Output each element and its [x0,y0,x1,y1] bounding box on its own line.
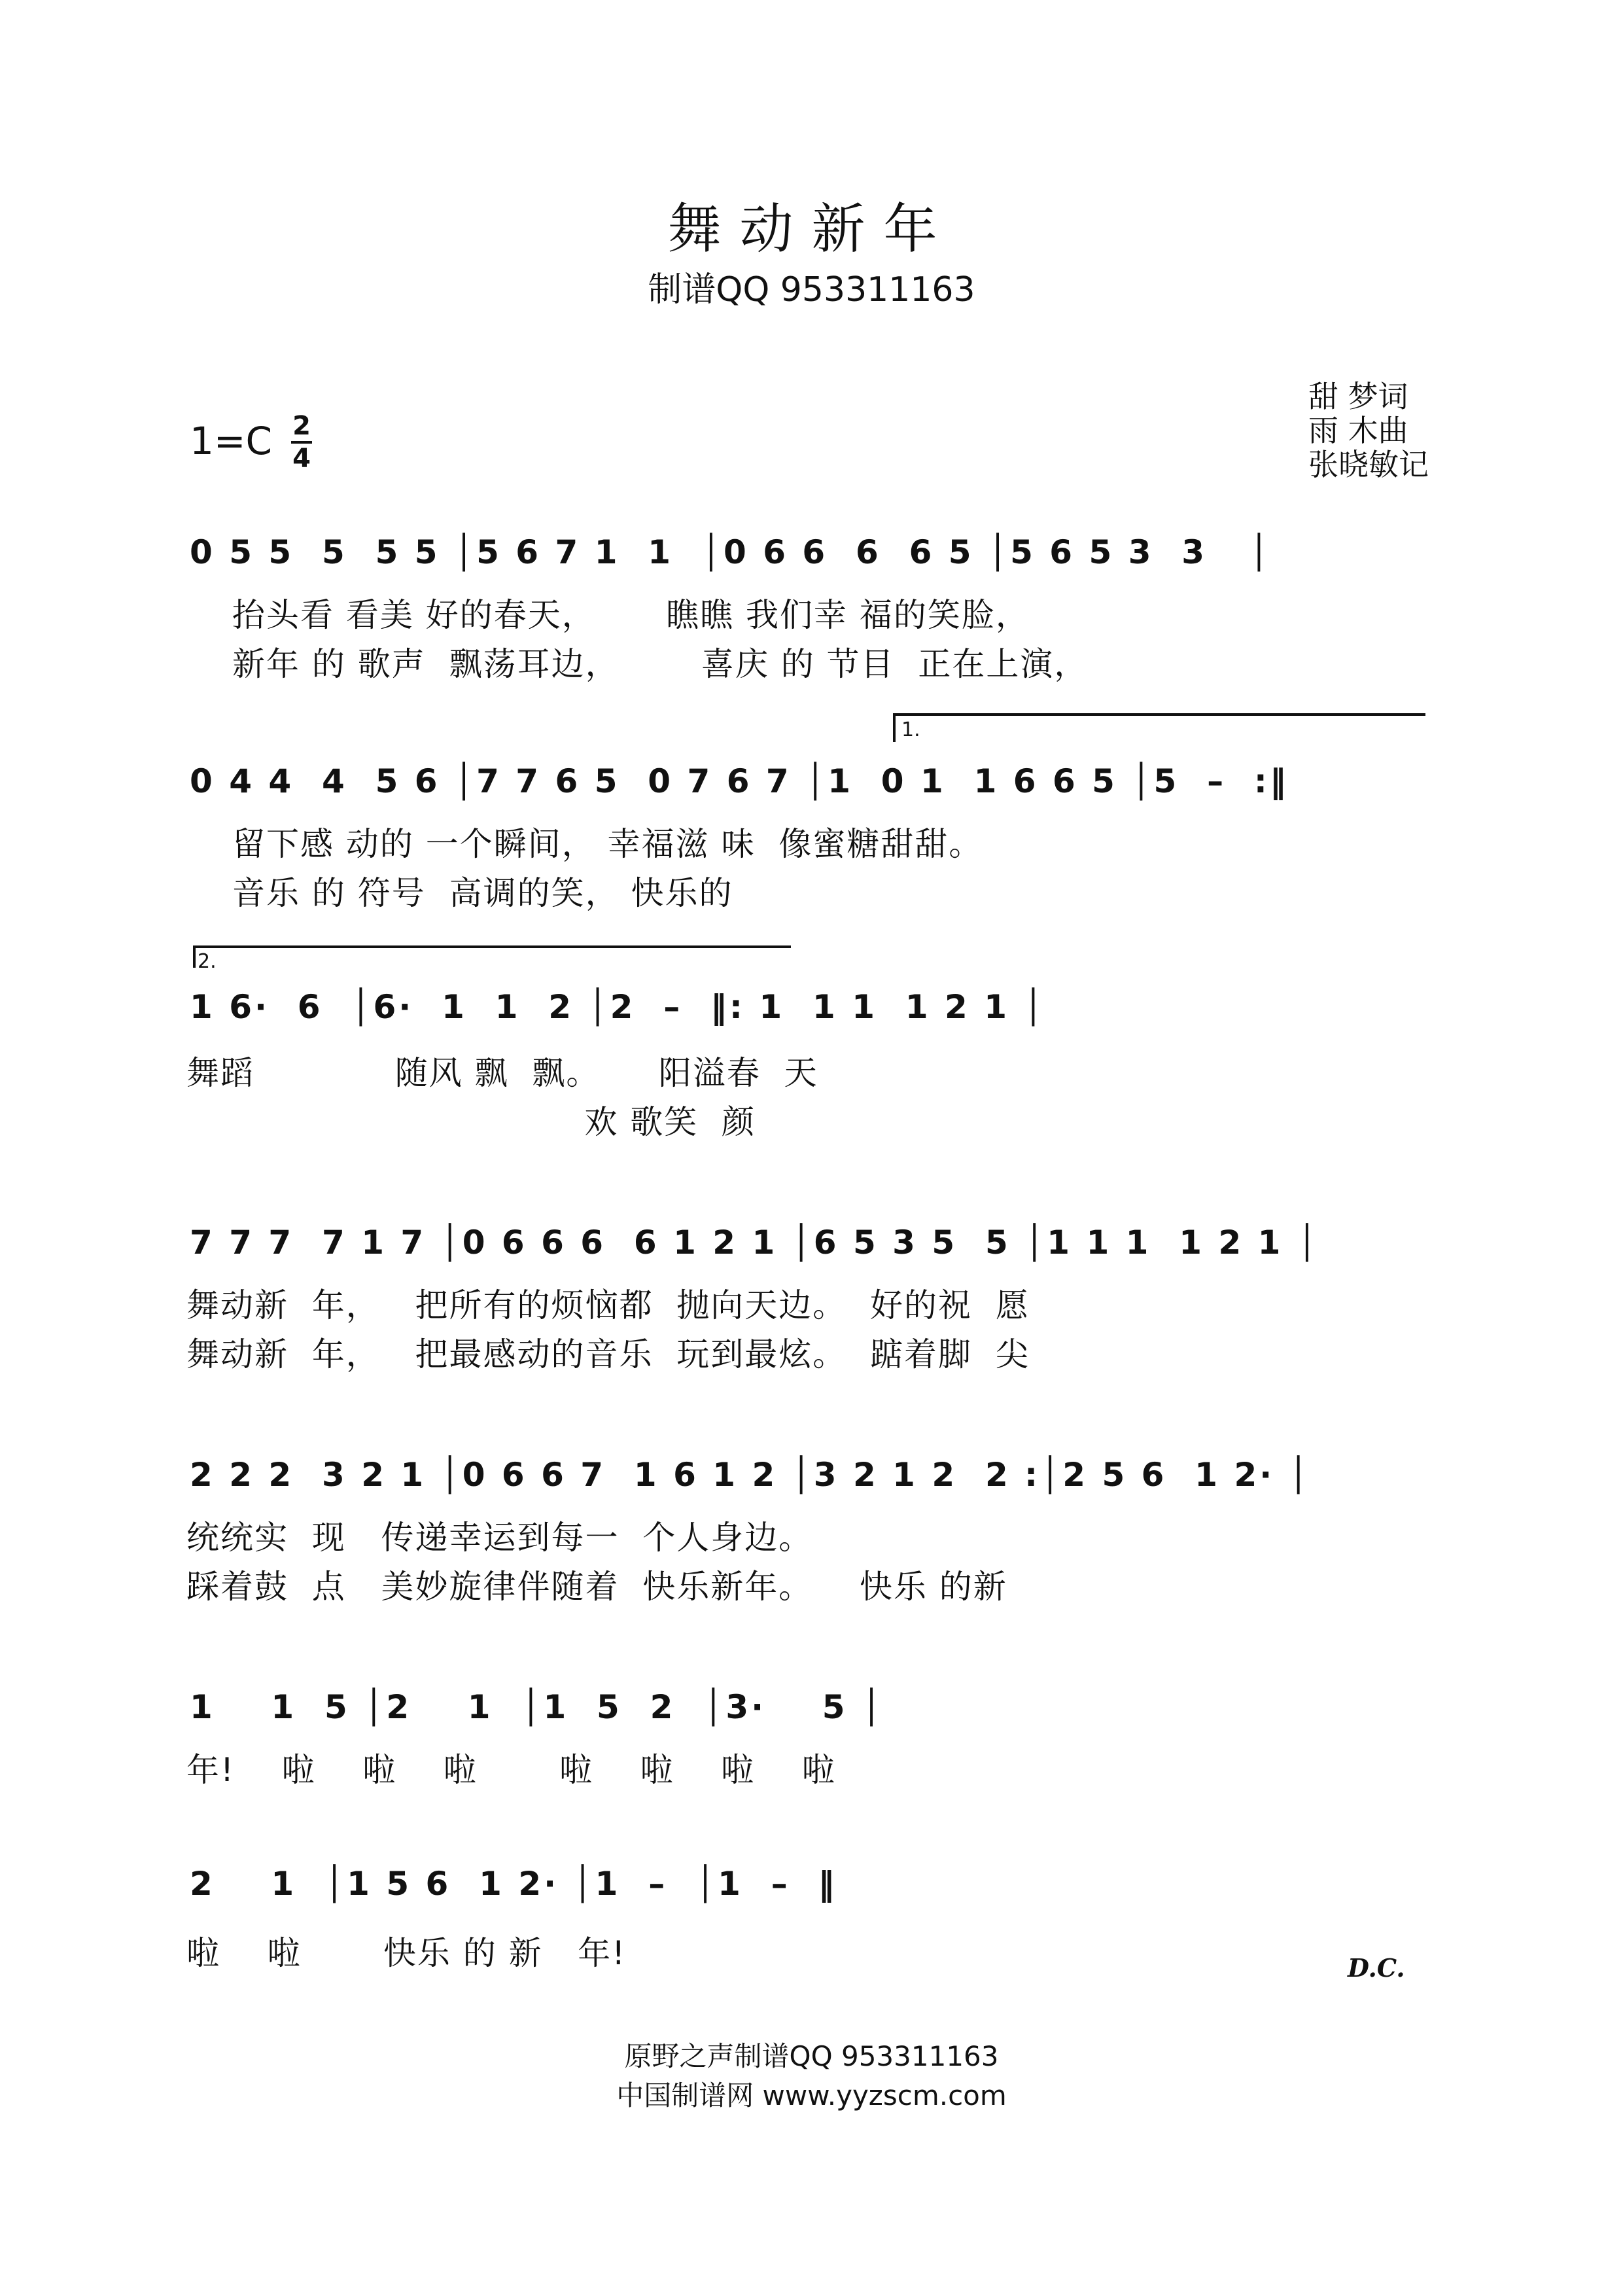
notation-system-5: 2 2 2 3 2 1 │0 6 6 7 1 6 1 2 │3 2 1 2 2 :│2 5 6 1 2· │ [190,1456,1311,1494]
notation-system-4: 7 7 7 7 1 7 │0 6 6 6 6 1 2 1 │6 5 3 5 5 │1 1 1 1 2 1 │ [190,1224,1319,1262]
notation-system-6: 1 1 5 │2 1 │1 5 2 │3· 5 │ [190,1688,884,1726]
lyrics-system-1-verse-1: 抬头看 看美 好的春天， 瞧瞧 我们幸 福的笑脸， [232,596,1030,634]
lyrics-system-5-verse-2: 踩着鼓 点 美妙旋律伴随着 快乐新年。 快乐 的新 [186,1568,1007,1606]
lyrics-system-3-verse-1: 舞蹈 随风 飘 飘。 阳溢春 天 [186,1054,818,1092]
lyricist-credit: 甜 梦词 [1308,379,1408,414]
lyrics-system-6: 年! 啦 啦 啦 啦 啦 啦 啦 [186,1751,836,1789]
time-signature-top: 2 [292,411,311,441]
volta-2-bracket [193,945,791,968]
subtitle: 制谱QQ 953311163 [648,270,975,309]
footer-line-2: 中国制谱网 www.yyzscm.com [616,2079,1007,2111]
footer-line-1: 原野之声制谱QQ 953311163 [624,2040,999,2072]
key-signature: 1=C [190,419,272,463]
lyrics-system-1-verse-2: 新年 的 歌声 飘荡耳边， 喜庆 的 节目 正在上演， [232,645,1089,683]
composer-credit: 雨 木曲 [1308,413,1408,448]
lyrics-system-7: 啦 啦 快乐 的 新 年! [186,1934,627,1972]
notation-system-3: 1 6· 6 │6· 1 1 2 │2 – ‖: 1 1 1 1 2 1 │ [190,988,1046,1026]
notation-system-7: 2 1 │1 5 6 1 2· │1 – │1 – ‖ [190,1865,837,1903]
time-signature-bottom: 4 [292,444,311,474]
lyrics-system-2-verse-2: 音乐 的 符号 高调的笑， 快乐的 [232,874,733,912]
lyrics-system-3-verse-2: 欢 歌笑 颜 [186,1103,756,1141]
song-title: 舞动新年 [667,198,956,260]
lyrics-system-5-verse-1: 统统实 现 传递幸运到每一 个人身边。 [186,1519,813,1557]
notation-system-2: 0 4 4 4 5 6 │7 7 6 5 0 7 6 7 │1 0 1 1 6 6 5 │5 – :‖ [190,762,1289,800]
transcriber-credit: 张晓敏记 [1308,447,1429,482]
da-capo-mark: D.C. [1348,1953,1405,1983]
lyrics-system-4-verse-2: 舞动新 年， 把最感动的音乐 玩到最炫。 踮着脚 尖 [186,1335,1030,1373]
lyrics-system-4-verse-1: 舞动新 年， 把所有的烦恼都 抛向天边。 好的祝 愿 [186,1286,1030,1324]
volta-2-label: 2. [198,950,217,973]
volta-1-label: 1. [901,718,920,741]
volta-1-bracket [893,713,1425,742]
time-signature [291,412,312,472]
notation-system-1: 0 5 5 5 5 5 │5 6 7 1 1 │0 6 6 6 6 5 │5 6 5 3 3 │ [190,533,1272,571]
lyrics-system-2-verse-1: 留下感 动的 一个瞬间， 幸福滋 味 像蜜糖甜甜。 [232,825,983,863]
